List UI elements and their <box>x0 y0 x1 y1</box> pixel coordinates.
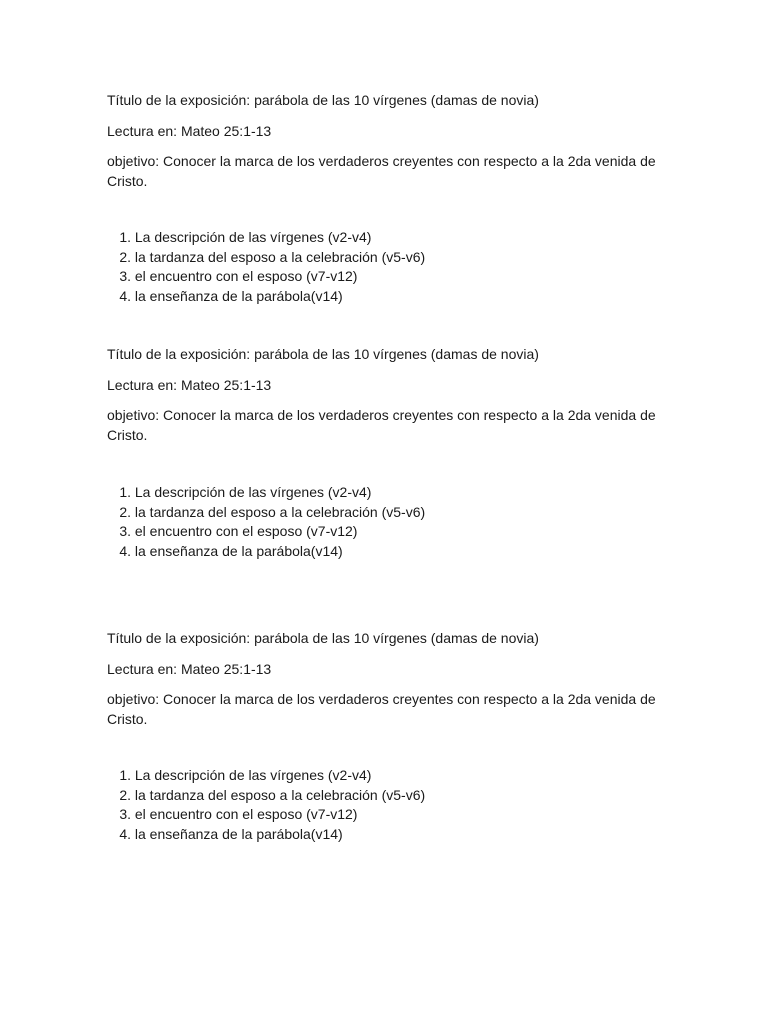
list-text: la enseñanza de la parábola(v14) <box>134 287 343 304</box>
exposition-block-2 <box>107 345 667 445</box>
list-item <box>107 522 425 542</box>
exposition-title: Título de la exposición: parábola de las 10 vírgenes (damas de novia) <box>107 346 539 362</box>
list-text: el encuentro con el esposo (v7-v12) <box>134 523 358 539</box>
list-text: La descripción de las vírgenes (v2-v4) <box>134 767 372 783</box>
list-item <box>107 766 425 786</box>
objective-text: objetivo: Conocer la marca de los verdaderos creyentes con respecto a la 2da venida de Cristo. <box>107 407 656 443</box>
list-item <box>107 267 425 287</box>
list-item <box>107 483 425 503</box>
list-number: 4. <box>119 287 131 304</box>
list-text: la tardanza del esposo a la celebración (v5-v6) <box>134 503 426 520</box>
exposition-block-1 <box>107 91 667 191</box>
exposition-title: Título de la exposición: parábola de las 10 vírgenes (damas de novia) <box>107 630 539 646</box>
exposition-block-3 <box>107 629 667 729</box>
list-number: 3. <box>119 806 131 822</box>
exposition-title: Título de la exposición: parábola de las 10 vírgenes (damas de novia) <box>107 92 539 108</box>
list-text: la enseñanza de la parábola(v14) <box>134 825 343 842</box>
points-list-2 <box>107 483 425 561</box>
list-text: la tardanza del esposo a la celebración (v5-v6) <box>134 248 426 265</box>
list-number: 1. <box>119 767 131 783</box>
list-item <box>107 287 425 307</box>
list-text: la tardanza del esposo a la celebración (v5-v6) <box>134 786 426 803</box>
points-list-3 <box>107 766 425 844</box>
list-item <box>107 542 425 562</box>
list-item <box>107 503 425 523</box>
points-list-1 <box>107 228 425 306</box>
list-number: 2. <box>119 248 131 265</box>
list-number: 1. <box>119 484 131 500</box>
list-text: La descripción de las vírgenes (v2-v4) <box>134 229 372 245</box>
reading-reference: Lectura en: Mateo 25:1-13 <box>107 122 272 139</box>
list-number: 2. <box>119 503 131 520</box>
list-number: 3. <box>119 523 131 539</box>
reading-reference: Lectura en: Mateo 25:1-13 <box>107 660 272 677</box>
reading-reference: Lectura en: Mateo 25:1-13 <box>107 376 272 393</box>
objective-text: objetivo: Conocer la marca de los verdaderos creyentes con respecto a la 2da venida de Cristo. <box>107 153 656 189</box>
list-number: 1. <box>119 229 131 245</box>
list-number: 4. <box>119 825 131 842</box>
list-item <box>107 228 425 248</box>
list-text: el encuentro con el esposo (v7-v12) <box>134 268 358 284</box>
list-number: 3. <box>119 268 131 284</box>
list-text: la enseñanza de la parábola(v14) <box>134 542 343 559</box>
objective-text: objetivo: Conocer la marca de los verdaderos creyentes con respecto a la 2da venida de Cristo. <box>107 691 656 727</box>
list-item <box>107 825 425 845</box>
list-item <box>107 805 425 825</box>
list-text: La descripción de las vírgenes (v2-v4) <box>134 484 372 500</box>
list-item <box>107 786 425 806</box>
list-item <box>107 248 425 268</box>
list-text: el encuentro con el esposo (v7-v12) <box>134 806 358 822</box>
list-number: 2. <box>119 786 131 803</box>
list-number: 4. <box>119 542 131 559</box>
